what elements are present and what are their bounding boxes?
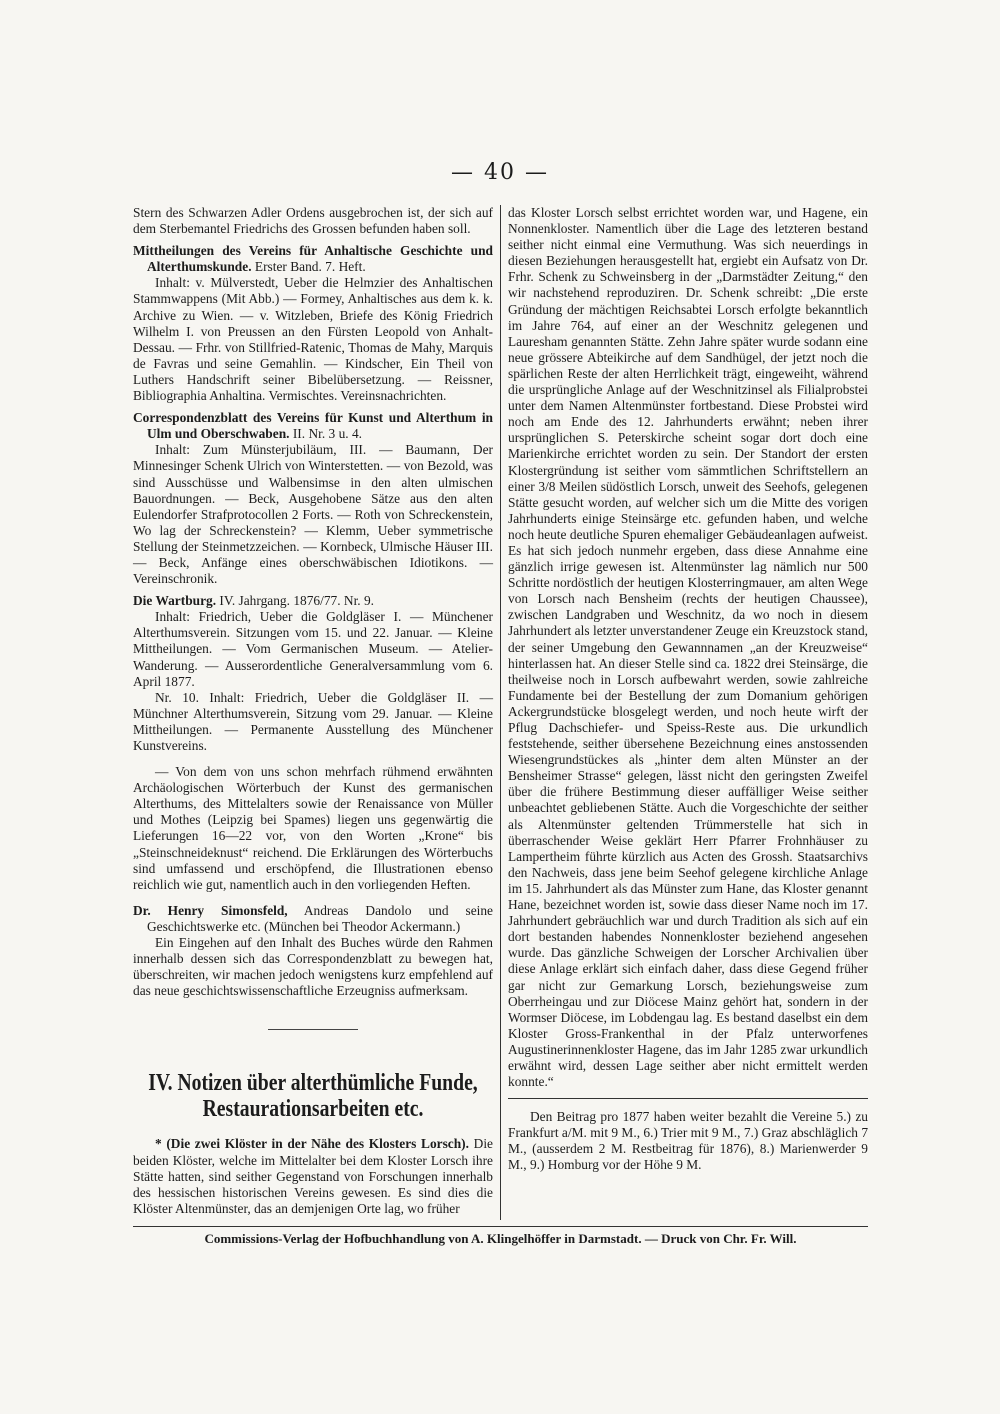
separator-line [268, 1029, 358, 1030]
article-start [133, 1136, 493, 1216]
entry-meta: IV. Jahrgang. 1876/77. Nr. 9. [216, 593, 375, 609]
right-column [508, 205, 868, 1174]
entry-meta: Erster Band. 7. Heft. [251, 259, 366, 275]
notice-paragraph: — Von dem von uns schon mehrfach rühmend erwähnten Archäologischen Wörterbuch der Kunst des germanischen Alterthums, des Mittelalters sowie der Renaissance von Müller und Mothes (Leipzig bei Spames) liegen uns gegenwärtig die Lieferungen 16—22 vor, von den Worten „Krone“ bis „Steinschneideknust“ reichend. Die Erklärungen des Wörterbuchs sind umfassend und erschöpfend, die Illustrationen ebenso reichlich wie gut, namentlich auch in den vorliegenden Heften. [133, 764, 493, 892]
entry-body: Ein Eingehen auf den Inhalt des Buches würde den Rahmen innerhalb dessen sich das Correspondenzblatt zu bewegen hat, überschreiten, wir machen jedoch wenigstens kurz empfehlend auf das neue geschichtswissenschaftliche Erzeugniss aufmerksam. [133, 935, 493, 999]
entry-wartburg [133, 593, 493, 754]
entry-title: Dr. Henry Simonsfeld, [133, 902, 288, 918]
entry-body: Inhalt: Friedrich, Ueber die Goldgläser I. — Münchener Alterthumsverein. Sitzungen vom 15. und 22. Januar. — Kleine Mittheilungen. — Vom Germanischen Museum. — Atelier-Wanderung. — Ausserordentliche Generalversammlung vom 6. April 1877. [133, 609, 493, 689]
entry-body-2: Nr. 10. Inhalt: Friedrich, Ueber die Goldgläser II. — Münchner Alterthumsverein, Sitzung vom 29. Januar. — Kleine Mittheilungen. — Permanente Ausstellung des Münchener Kunstvereins. [133, 689, 493, 753]
article-continuation: das Kloster Lorsch selbst errichtet worden war, und Hagene, ein Nonnenkloster. Namentlich über die Lage des letzteren bestand seither nicht einmal eine Vermuthung. Was sich neuerdings in diesen Beziehungen herausgestellt hat, ergiebt ein Aufsatz von Dr. Frhr. Schenk zu Schweinsberg in der „Darmstädter Zeitung,“ den wir nachstehend reproduziren. Dr. Schenk schreibt: „Die erste Gründung der mächtigen Reichsabtei Lorsch erfolgte bekanntlich im Jahre 764, auf einer an der Weschnitz gelegenen und Lauresham genannten Stätte. Zehn Jahre später wurde sodann eine neue grössere Abteikirche auf dem Sandhügel, der jetzt noch die spärlichen Reste der alten Herrlichkeit trägt, eingeweiht, während die ursprüngliche Anlage auf der Weschnitzinsel als Filialprobstei unter dem Namen Altenmünster fortbestand. Diese Probstei wird noch am Ende des 12. Jahrhunderts erwähnt; neben ihrer ursprünglichen S. Peterskirche scheint sogar dort doch eine Marienkirche errichtet worden zu sein. Der Standort der ersten Klostergründung ist seither vom sämmtlichen Schriftstellern an einer 3/8 Meilen südöstlich Lorsch, unweit des Seehofs, gelegenen Stätte gesucht worden, auf welcher sich um die Mitte des vorigen Jahrhunderts einige Steinsärge etc. gefunden haben, und welche noch heute deutliche Spuren ehemaliger Gebäudeanlagen aufweist. Es hat sich jedoch nunmehr ergeben, dass diese Annahme eine gänzlich irrige gewesen ist. Altenmünster lag nämlich nur 500 Schritte nordöstlich der heutigen Klosterringmauer, am alten Wege von Lorsch nach Bensheim (rechts der heutigen Chaussee), zwischen Landgraben und Weschnitz, da wo noch in diesem Jahrhundert als letzter unverstandener Zeuge ein Kreuzstock stand, der seiner Umgebung den Gewannnamen „an der Kreuzweise“ hinterlassen hat. An dieser Stelle sind ca. 1822 drei Steinsärge, die theilweise noch in Lorsch aufbewahrt werden, sowie zahlreiche Fundamente bei der Bestellung der zum Domanium gehörigen Ackergrundstücke blosgelegt werden, und noch heute wirft der Pflug Dachschiefer- und Speiss-Reste aus. Die urkundlich feststehende, seither übersehene Bezeichnung eines anstossenden Wiesengrundstückes als „hinter dem alten Münster an der Bensheimer Strasse“ gelegen, lässt nicht den geringsten Zweifel über die frühere Bestimmung dieser auffälliger Weise seither unbeachtet gebliebenen Stätte. Auch die Vorgeschichte der seither als Altenmünster geltenden Trümmerstelle hat sich in überraschender Weise geklärt Herr Pfarrer Frohnhäuser zu Lampertheim führte kürzlich aus Acten des Grossh. Staatsarchivs den Nachweis, dass jene beim Seehof gelegene kirchliche Anlage im 15. Jahrhundert als das Münster zum Hane, das Kloster genannt Hane, bezeichnet worden ist, sowie dass dieser Name noch im 17. Jahrhundert gebräuchlich war und durch Tradition als sich auf ein dort bestanden habendes Nonnenkloster beziehend angesehen wurde. Das gänzliche Schweigen der Lorscher Archivalien über diese Anlage erklärt sich einfach daher, dass diese Gegend früher gar nicht zur Gemarkung Lorsch, beziehungsweise zum Oberrheingau und zur Diöcese Mainz gehört hat, sondern in der Wormser Diöcese, im Lobdengau lag. Es bestand daselbst ein dem Kloster Gross-Frankenthal in der Pfalz unterworfenes Augustinerinnenkloster Hagene, das im Jahr 1285 zwar urkundlich erwähnt wird, dessen Lage seither aber nicht ermittelt werden konnte.“ [508, 205, 868, 1090]
entry-body: Inhalt: v. Mülverstedt, Ueber die Helmzier des Anhaltischen Stammwappens (Mit Abb.) — Formey, Anhaltisches aus dem k. k. Archive zu Wien. — v. Witzleben, Briefe des König Friedrich Wilhelm I. von Preussen an den Fürsten Leopold von Anhalt-Dessau. — Frhr. von Stillfried-Ratenic, Thomas de Mahy, Marquis de Favras und seine Gemahlin. — Kindscher, Ein Theil von Luthers Handschrift seiner Bibelübersetzung. — Reissner, Bibliographia Anhaltina. Vermischtes. Vereinsnachrichten. [133, 275, 493, 404]
intro-paragraph: Stern des Schwarzen Adler Ordens ausgebrochen ist, der sich auf dem Sterbemantel Friedrichs des Grossen befunden haben soll. [133, 205, 493, 237]
entry-title: Mittheilungen des Vereins für Anhaltische Geschichte und Alterthumskunde. [133, 243, 493, 275]
entry-title: Die Wartburg. [133, 593, 217, 609]
entry-anhalt [133, 243, 493, 404]
section-rule [508, 1098, 868, 1099]
entry-ulm [133, 410, 493, 587]
entry-body: Inhalt: Zum Münsterjubiläum, III. — Baumann, Der Minnesinger Schenk Ulrich von Winterstetten. — von Bezold, was sind Ausschüsse und Walbensimse in den alten ulmischen Bauordnungen. — Beck, Ausgehobene Sätze aus den alten Eulendorfer Strafprotocollen 2 Forts. — Roth von Schreckenstein, Wo lag der Schreckenstein? — Klemm, Ueber symmetrische Stellung der Steinmetzzeichen. — Kornbeck, Ulmische Häuser III. — Beck, Anfänge eines oberschwäbischen Idiotikons. — Vereinschronik. [133, 442, 493, 587]
entry-simonsfeld [133, 903, 493, 1000]
entry-meta: II. Nr. 3 u. 4. [289, 426, 363, 442]
publisher-footer: Commissions-Verlag der Hofbuchhandlung von A. Klingelhöffer in Darmstadt. — Druck von Chr. Fr. Will. [133, 1226, 868, 1247]
left-column [133, 205, 493, 1217]
entry-title: Correspondenzblatt des Vereins für Kunst und Alterthum in Ulm und Oberschwaben. [133, 410, 493, 442]
entry-meta: Andreas Dandolo und seine Geschichtswerke etc. (München bei Theodor Ackermann.) [147, 902, 494, 934]
contributions-paragraph: Den Beitrag pro 1877 haben weiter bezahlt die Vereine 5.) zu Frankfurt a/M. mit 9 M., 6.) Trier mit 9 M., 7.) Graz abschläglich 7 M., (ausserdem 2 M. Restbeitrag für 1876), 8.) Marienwerder 9 M., 9.) Homburg vor der Höhe 9 M. [508, 1109, 869, 1173]
section-title: IV. Notizen über alterthümliche Funde, Restaurationsarbeiten etc. [148, 1070, 478, 1123]
article-body: Die beiden Klöster, welche im Mittelalter bei dem Kloster Lorsch ihre Stätte hatten, sind seither Gegenstand von Forschungen innerhalb des hessischen historischen Vereins gewesen. Es sind dies die Klöster Altenmünster, das an demjenigen Orte lag, wo früher [133, 1136, 493, 1216]
column-divider [500, 205, 501, 1220]
page-number: — 40 — [451, 160, 549, 185]
article-head: * (Die zwei Klöster in der Nähe des Klosters Lorsch). [155, 1136, 469, 1152]
